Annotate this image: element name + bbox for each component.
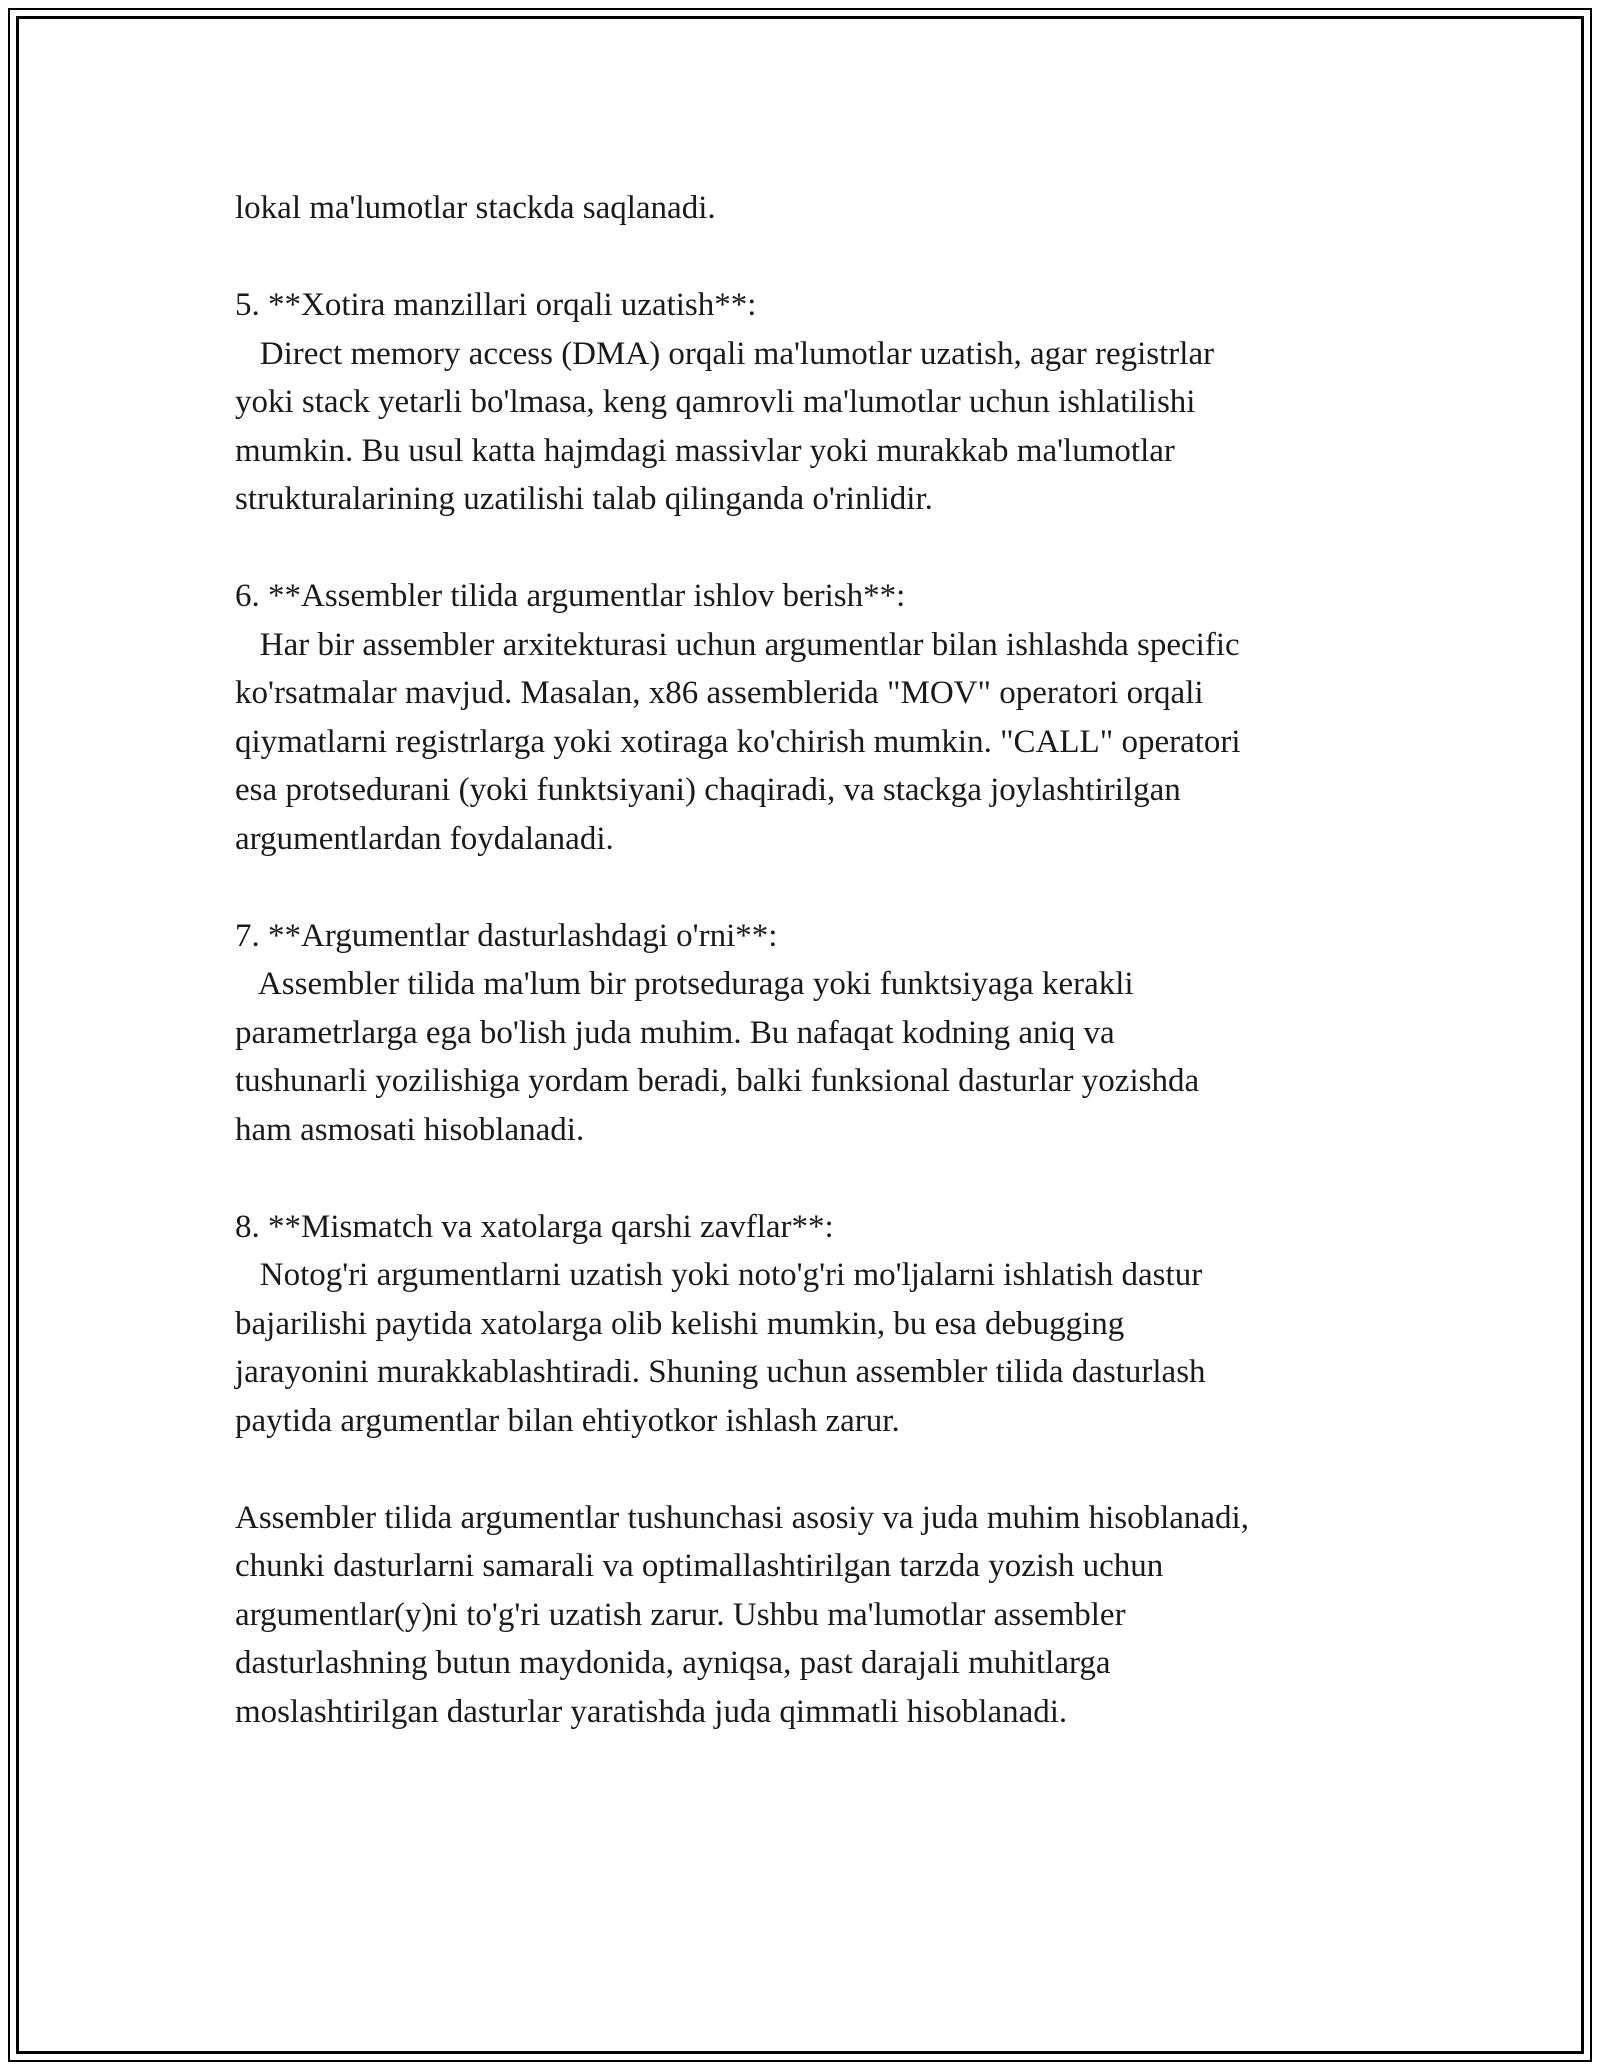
item-heading: 6. **Assembler tilida argumentlar ishlov berish**: (235, 578, 906, 614)
text-line: argumentlar(y)ni to'g'ri uzatish zarur. Ushbu ma'lumotlar assembler (235, 1596, 1126, 1633)
text-line: tushunarli yozilishiga yordam beradi, balki funksional dasturlar yozishda (235, 1063, 1200, 1099)
text-line: Assembler tilida argumentlar tushunchasi asosiy va juda muhim hisoblanadi, (235, 1499, 1249, 1536)
item-heading: 7. **Argumentlar dasturlashdagi o'rni**: (235, 917, 778, 954)
text-line: Assembler tilida ma'lum bir protseduraga yoki funktsiyaga kerakli (235, 966, 1134, 1002)
text-line: yoki stack yetarli bo'lmasa, keng qamrovli ma'lumotlar uchun ishlatilishi (235, 384, 1196, 420)
text-line: lokal ma'lumotlar stackda saqlanadi. (235, 190, 716, 226)
document-body (235, 184, 1385, 1785)
paragraph-conclusion (235, 1494, 1385, 1737)
text-line: paytida argumentlar bilan ehtiyotkor ishlash zarur. (235, 1402, 900, 1439)
text-line: ham asmosati hisoblanadi. (235, 1111, 585, 1148)
text-line: strukturalarining uzatilishi talab qilinganda o'rinlidir. (235, 481, 933, 517)
paragraph-item-8 (235, 1203, 1385, 1446)
text-line: moslashtirilgan dasturlar yaratishda juda qimmatli hisoblanadi. (235, 1693, 1068, 1730)
item-heading: 5. **Xotira manzillari orqali uzatish**: (235, 287, 757, 323)
text-line: dasturlashning butun maydonida, ayniqsa, past darajali muhitlarga (235, 1645, 1111, 1681)
text-line: Notog'ri argumentlarni uzatish yoki noto'g'ri mo'ljalarni ishlatish dastur (235, 1257, 1203, 1293)
text-line: esa protsedurani (yoki funktsiyani) chaqiradi, va stackga joylashtirilgan (235, 772, 1181, 808)
text-line: Direct memory access (DMA) orqali ma'lumotlar uzatish, agar registrlar (235, 335, 1215, 372)
text-line: Har bir assembler arxitekturasi uchun argumentlar bilan ishlashda specific (235, 626, 1240, 663)
text-line: mumkin. Bu usul katta hajmdagi massivlar yoki murakkab ma'lumotlar (235, 432, 1175, 469)
text-line: qiymatlarni registrlarga yoki xotiraga ko'chirish mumkin. "CALL" operatori (235, 723, 1241, 760)
item-heading: 8. **Mismatch va xatolarga qarshi zavflar**: (235, 1208, 834, 1245)
text-line: chunki dasturlarni samarali va optimallashtirilgan tarzda yozish uchun (235, 1548, 1164, 1584)
text-line: argumentlardan foydalanadi. (235, 820, 614, 857)
paragraph-item-7 (235, 912, 1385, 1155)
text-line: jarayonini murakkablashtiradi. Shuning uchun assembler tilida dasturlash (235, 1354, 1206, 1390)
paragraph-item-6 (235, 572, 1385, 863)
paragraph-intro-continuation (235, 184, 1385, 233)
paragraph-item-5 (235, 281, 1385, 524)
text-line: parametrlarga ega bo'lish juda muhim. Bu nafaqat kodning aniq va (235, 1014, 1115, 1051)
text-line: ko'rsatmalar mavjud. Masalan, x86 assemblerida "MOV" operatori orqali (235, 675, 1204, 711)
text-line: bajarilishi paytida xatolarga olib kelishi mumkin, bu esa debugging (235, 1305, 1125, 1342)
